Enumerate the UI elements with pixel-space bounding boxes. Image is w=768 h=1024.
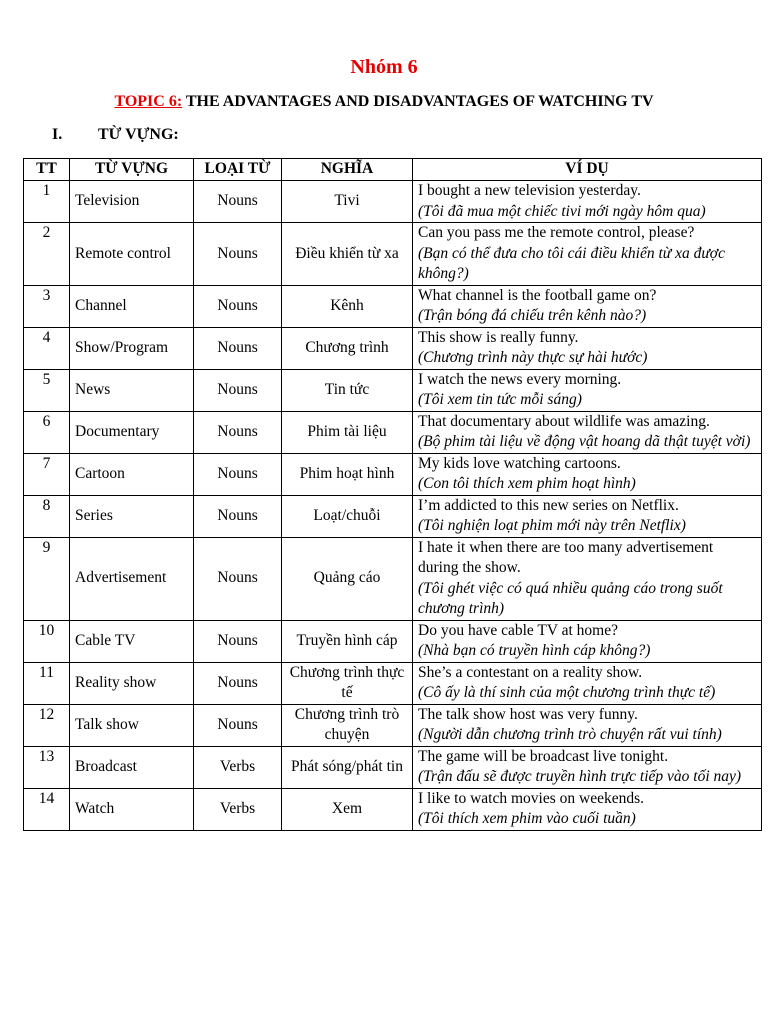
example-cell [413,704,762,746]
table-row [24,369,762,411]
example-english: This show is really funny. [418,328,579,346]
row-number: 1 [24,181,70,223]
example-english: Can you pass me the remote control, please? [418,224,695,241]
vocab-word: Cartoon [70,453,194,495]
example-vietnamese: (Bộ phim tài liệu về động vật hoang dã thật tuyệt vời) [418,433,751,450]
table-row [24,411,762,453]
word-type: Nouns [194,285,282,327]
word-type: Nouns [194,704,282,746]
row-number: 2 [24,223,70,286]
example-english: What channel is the football game on? [418,286,657,304]
header-meaning: NGHĨA [282,159,413,181]
example-english: My kids love watching cartoons. [418,454,621,472]
topic-title: THE ADVANTAGES AND DISADVANTAGES OF WATCHING TV [185,93,654,110]
example-vietnamese: (Tôi đã mua một chiếc tivi mới ngày hôm qua) [418,202,706,220]
row-number: 3 [24,285,70,327]
row-number: 9 [24,537,70,620]
word-meaning: Xem [282,788,413,830]
vocab-word: Documentary [70,411,194,453]
vocabulary-table [23,158,762,831]
vocab-word: Watch [70,788,194,830]
table-row [24,662,762,704]
example-cell [413,495,762,537]
word-meaning: Tin tức [282,369,413,411]
example-vietnamese: (Nhà bạn có truyền hình cáp không?) [418,642,651,659]
example-vietnamese: (Tôi thích xem phim vào cuối tuần) [418,810,636,827]
example-cell [413,181,762,223]
word-meaning: Kênh [282,285,413,327]
word-type: Nouns [194,495,282,537]
word-type: Nouns [194,327,282,369]
example-english: I bought a new television yesterday. [418,182,641,199]
header-word: TỪ VỰNG [70,159,194,181]
table-row [24,746,762,788]
word-type: Nouns [194,453,282,495]
example-vietnamese: (Tôi xem tin tức mỗi sáng) [418,391,582,408]
example-vietnamese: (Tôi ghét việc có quá nhiều quảng cáo trong suốt chương trình) [418,579,723,617]
word-meaning: Phim tài liệu [282,411,413,453]
row-number: 4 [24,327,70,369]
table-row [24,788,762,830]
table-row [24,285,762,327]
row-number: 8 [24,495,70,537]
table-row [24,181,762,223]
vocab-word: Advertisement [70,537,194,620]
group-title: Nhóm 6 [350,56,418,78]
word-meaning: Phim hoạt hình [282,453,413,495]
table-row [24,327,762,369]
table-row [24,704,762,746]
vocab-word: Remote control [70,223,194,286]
word-meaning: Điều khiển từ xa [282,223,413,286]
vocab-word: Broadcast [70,746,194,788]
word-meaning: Chương trình thực tế [282,662,413,704]
word-type: Nouns [194,223,282,286]
table-row [24,223,762,286]
example-cell [413,746,762,788]
example-vietnamese: (Chương trình này thực sự hài hước) [418,349,648,366]
word-type: Nouns [194,620,282,662]
example-cell [413,411,762,453]
row-number: 13 [24,746,70,788]
example-cell [413,223,762,286]
word-type: Nouns [194,537,282,620]
row-number: 6 [24,411,70,453]
example-english: She’s a contestant on a reality show. [418,663,643,681]
example-vietnamese: (Cô ấy là thí sinh của một chương trình thực tế) [418,684,716,701]
word-meaning: Tivi [282,181,413,223]
word-type: Nouns [194,662,282,704]
table-row [24,453,762,495]
section-heading [52,126,179,144]
vocab-word: Reality show [70,662,194,704]
vocab-word: Channel [70,285,194,327]
example-cell [413,788,762,830]
row-number: 12 [24,704,70,746]
word-meaning: Chương trình [282,327,413,369]
table-body [24,181,762,831]
section-title: TỪ VỰNG: [98,126,179,143]
example-cell [413,662,762,704]
topic-label: TOPIC 6: [114,93,183,110]
table-row [24,537,762,620]
word-meaning: Quảng cáo [282,537,413,620]
vocab-word: Show/Program [70,327,194,369]
example-english: I’m addicted to this new series on Netflix. [418,496,679,514]
example-vietnamese: (Người dẫn chương trình trò chuyện rất vui tính) [418,726,722,743]
example-english: That documentary about wildlife was amazing. [418,412,710,430]
vocab-word: Talk show [70,704,194,746]
table-row [24,495,762,537]
header-example: VÍ DỤ [413,159,762,181]
row-number: 7 [24,453,70,495]
example-cell [413,285,762,327]
example-english: The talk show host was very funny. [418,705,638,723]
word-type: Verbs [194,788,282,830]
vocab-word: Television [70,181,194,223]
example-vietnamese: (Trận đấu sẽ được truyền hình trực tiếp vào tối nay) [418,768,742,785]
vocab-word: Series [70,495,194,537]
example-vietnamese: (Bạn có thể đưa cho tôi cái điều khiển từ xa được không?) [418,244,725,282]
example-cell [413,620,762,662]
word-meaning: Phát sóng/phát tin [282,746,413,788]
header-tt: TT [24,159,70,181]
example-english: I like to watch movies on weekends. [418,789,644,807]
word-meaning: Truyền hình cáp [282,620,413,662]
word-meaning: Loạt/chuỗi [282,495,413,537]
row-number: 14 [24,788,70,830]
example-vietnamese: (Tôi nghiện loạt phim mới này trên Netflix) [418,517,686,534]
vocab-word: News [70,369,194,411]
example-cell [413,537,762,620]
example-vietnamese: (Con tôi thích xem phim hoạt hình) [418,475,636,492]
row-number: 5 [24,369,70,411]
section-number: I. [52,126,63,143]
row-number: 11 [24,662,70,704]
row-number: 10 [24,620,70,662]
example-cell [413,327,762,369]
example-english: Do you have cable TV at home? [418,621,619,639]
word-type: Nouns [194,181,282,223]
example-english: I hate it when there are too many advertisement during the show. [418,538,714,576]
word-type: Verbs [194,746,282,788]
example-cell [413,453,762,495]
vocab-word: Cable TV [70,620,194,662]
example-cell [413,369,762,411]
table-row [24,620,762,662]
example-english: I watch the news every morning. [418,370,622,388]
topic-heading [0,93,768,111]
word-meaning: Chương trình trò chuyện [282,704,413,746]
example-vietnamese: (Trận bóng đá chiếu trên kênh nào?) [418,307,647,324]
example-english: The game will be broadcast live tonight. [418,747,669,765]
word-type: Nouns [194,369,282,411]
header-type: LOẠI TỪ [194,159,282,181]
word-type: Nouns [194,411,282,453]
table-header-row [24,159,762,181]
